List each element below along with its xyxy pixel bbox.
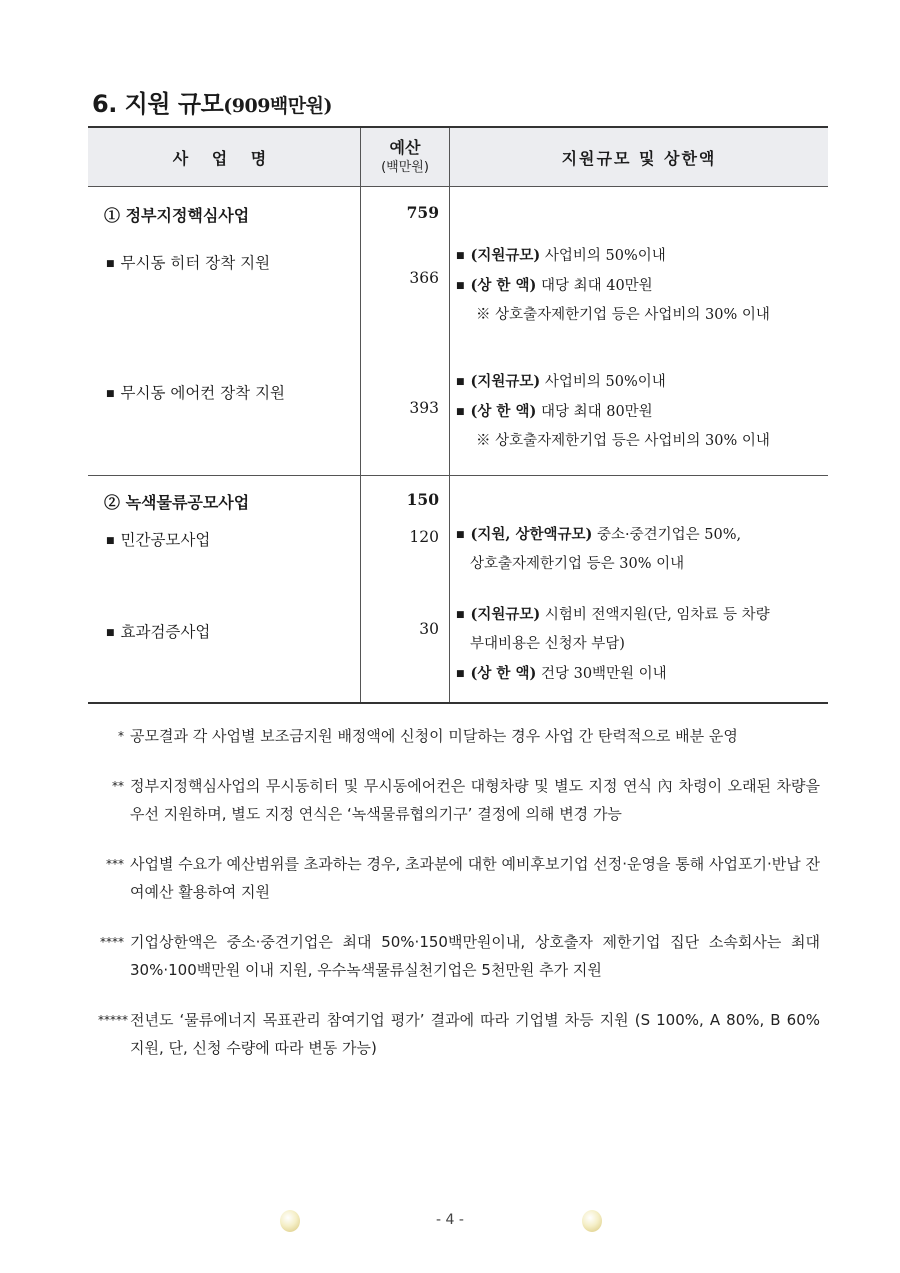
footnote (98, 1006, 820, 1062)
category-amount: 759 (406, 203, 439, 222)
footnote-text: 기업상한액은 중소·중견기업은 최대 50%·150백만원이내, 상호출자 제한기업 집단 소속회사는 최대 30%·100백만원 이내 지원, 우수녹색물류실천기업은 5천만원 추가 지원 (130, 933, 820, 979)
item-label: ■ 민간공모사업 (106, 531, 211, 549)
table-row (88, 345, 828, 476)
item-amount: 393 (409, 399, 439, 417)
item-detail: ■ (지원규모) 사업비의 50%이내 ■ (상 한 액) 대당 최대 40만원 ※ 상호출자제한기업 등은 사업비의 30% 이내 (456, 247, 770, 323)
item-detail: ■ (지원규모) 시험비 전액지원(단, 임차료 등 차량 부대비용은 신청자 부담) ■ (상 한 액) 건당 30백만원 이내 (456, 606, 770, 682)
header-project-name: 사 업 명 (88, 127, 361, 187)
bullet-icon: ■ (106, 628, 115, 638)
section-title-text: 6. 지원 규모 (92, 90, 224, 118)
bullet-icon: ■ (456, 376, 465, 387)
footnote-mark: * (118, 729, 124, 743)
header-budget-label: 예산 (389, 138, 421, 158)
footnote-mark: *** (106, 857, 124, 871)
bullet-icon: ■ (456, 609, 465, 620)
item-label: ■ 효과검증사업 (106, 623, 211, 641)
footnote-text: 정부지정핵심사업의 무시동히터 및 무시동에어컨은 대형차량 및 별도 지정 연식 內 차령이 오래된 차량을 우선 지원하며, 별도 지정 연식은 ‘녹색물류협의기구’ 결정에 의해 변경 가능 (130, 777, 820, 823)
bullet-icon: ■ (106, 536, 115, 546)
table-row (88, 594, 828, 703)
table-row (88, 476, 828, 515)
bullet-icon: ■ (456, 250, 465, 261)
item-label: ■ 무시동 에어컨 장착 지원 (106, 384, 286, 402)
footnote (108, 722, 820, 750)
footnote-text: 전년도 ‘물류에너지 목표관리 참여기업 평가’ 결과에 따라 기업별 차등 지원 (S 100%, A 80%, B 60% 지원, 단, 신청 수량에 따라 변동 가능) (130, 1011, 820, 1057)
footnote-text: 공모결과 각 사업별 보조금지원 배정액에 신청이 미달하는 경우 사업 간 탄력적으로 배분 운영 (130, 727, 738, 745)
footnote-mark: **** (100, 935, 124, 949)
item-detail: ■ (지원, 상한액규모) 중소·중견기업은 50%, 상호출자제한기업 등은 30% 이내 (456, 526, 742, 572)
footnotes (98, 722, 820, 1078)
table-row (88, 187, 828, 226)
section-title-budget: (909백만원) (223, 95, 332, 117)
bullet-icon: ■ (106, 259, 115, 269)
budget-table (88, 126, 828, 704)
footnote-mark: ***** (98, 1013, 128, 1027)
footnote (108, 850, 820, 906)
table-header-row (88, 127, 828, 187)
decorative-dot-icon (582, 1210, 602, 1232)
footnote-text: 사업별 수요가 예산범위를 초과하는 경우, 초과분에 대한 예비후보기업 선정·운영을 통해 사업포기·반납 잔여예산 활용하여 지원 (130, 855, 820, 901)
item-amount: 30 (419, 620, 439, 638)
header-budget-unit: (백만원) (381, 160, 429, 176)
category-label: ① 정부지정핵심사업 (104, 206, 250, 225)
table-row (88, 514, 828, 594)
category-amount: 150 (406, 490, 439, 509)
bullet-icon: ■ (456, 529, 465, 540)
footnote (108, 772, 820, 828)
bullet-icon: ■ (106, 389, 115, 399)
section-title (92, 84, 332, 119)
header-budget (361, 127, 450, 187)
footnote-mark: ** (112, 779, 124, 793)
category-label: ② 녹색물류공모사업 (104, 493, 250, 512)
bullet-icon: ■ (456, 406, 465, 417)
bullet-icon: ■ (456, 668, 465, 679)
page-number: - 4 - (436, 1212, 464, 1228)
footnote (100, 928, 820, 984)
item-amount: 366 (409, 269, 439, 287)
item-amount: 120 (409, 528, 439, 546)
header-support-scale: 지원규모 및 상한액 (450, 127, 829, 187)
item-detail: ■ (지원규모) 사업비의 50%이내 ■ (상 한 액) 대당 최대 80만원 ※ 상호출자제한기업 등은 사업비의 30% 이내 (456, 373, 770, 449)
bullet-icon: ■ (456, 280, 465, 291)
item-label: ■ 무시동 히터 장착 지원 (106, 254, 271, 272)
table-row (88, 225, 828, 345)
